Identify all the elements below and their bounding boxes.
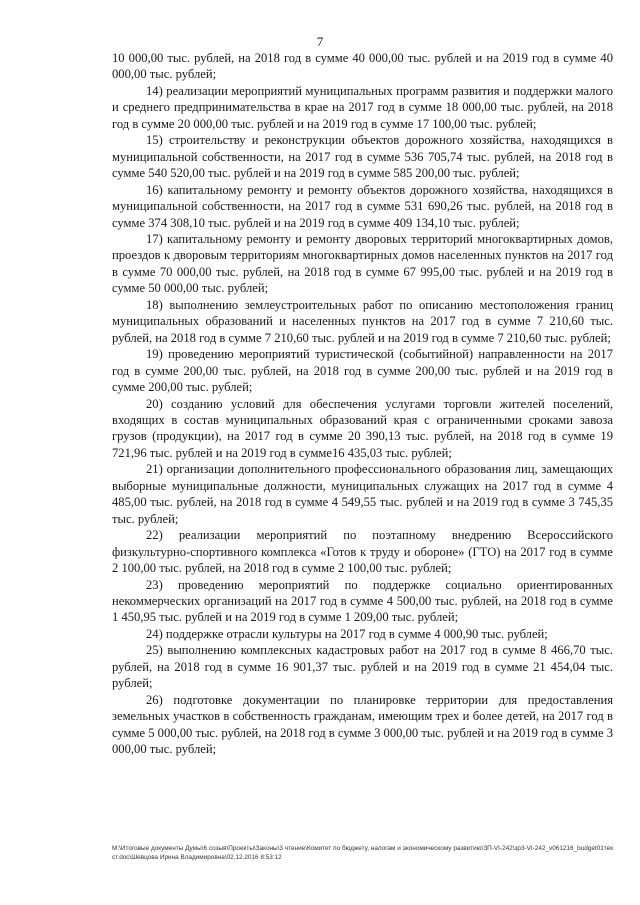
paragraph-item-20: 20) созданию условий для обеспечения услугами торговли жителей поселений, входящих в состав муниципальных образований края с ограниченными сроками завоза грузов (продукции), на 2017 год в сумме 20 390,13 тыс. рублей, на 2018 год в сумме 19 721,96 тыс. рублей и на 2019 год в сумме16 435,03 тыс. рублей; (112, 396, 613, 460)
paragraph-item-19: 19) проведению мероприятий туристической (событийной) направленности на 2017 год в сумме 200,00 тыс. рублей, на 2018 год в сумме 200,00 тыс. рублей и на 2019 год в сумме 200,00 тыс. рублей; (112, 347, 613, 395)
paragraph-item-26: 26) подготовке документации по планировке территории для предоставления земельных участков в собственность гражданам, имеющим трех и более детей, на 2017 год в сумме 5 000,00 тыс. рублей, на 2018 год в сумме 3 000,00 тыс. рублей и на 2019 год в сумме 3 000,00 тыс. рублей; (112, 692, 613, 757)
paragraph-item-23: 23) проведению мероприятий по поддержке социально ориентированных некоммерческих организаций на 2017 год в сумме 4 500,00 тыс. рублей, на 2018 год в сумме 1 450,95 тыс. рублей и на 2019 год в сумме 1 209,00 тыс. рублей; (112, 577, 613, 625)
paragraph-continuation: 10 000,00 тыс. рублей, на 2018 год в сумме 40 000,00 тыс. рублей и на 2019 год в сумме 40 000,00 тыс. рублей; (112, 51, 613, 82)
document-body (112, 50, 613, 757)
paragraph-item-24: 24) поддержке отрасли культуры на 2017 год в сумме 4 000,90 тыс. рублей; (146, 626, 548, 641)
paragraph-item-16: 16) капитальному ремонту и ремонту объектов дорожного хозяйства, находящихся в муниципальной собственности, на 2017 год в сумме 531 690,26 тыс. рублей, на 2018 год в сумме 374 308,10 тыс. рублей и на 2019 год в сумме 409 134,10 тыс. рублей; (112, 182, 613, 230)
paragraph-item-14: 14) реализации мероприятий муниципальных программ развития и поддержки малого и среднего предпринимательства в крае на 2017 год в сумме 18 000,00 тыс. рублей, на 2018 год в сумме 20 000,00 тыс. рублей и на 2019 год в сумме 17 100,00 тыс. рублей; (112, 83, 613, 131)
paragraph-item-17: 17) капитальному ремонту и ремонту дворовых территорий многоквартирных домов, проездов к дворовым территориям многоквартирных домов населенных пунктов на 2017 год в сумме 70 000,00 тыс. рублей, на 2018 год в сумме 67 995,00 тыс. рублей и на 2019 год в сумме 50 000,00 тыс. рублей; (112, 231, 613, 296)
file-path-footer: M:\Итоговые документы Думы\6 созыв\Проекты\Законы\3 чтение\Комитет по бюджету, налогам и экономическому развитию\ЗП-VI-242\зр3-VI-242_v061216_budget01текст.doc\Шевцова Ирина Владимировна\02.12.2016 8:53:12 (112, 845, 613, 861)
paragraph-item-22: 22) реализации мероприятий по поэтапному внедрению Всероссийского физкультурно-спортивного комплекса «Готов к труду и обороне» (ГТО) на 2017 год в сумме 2 100,00 тыс. рублей, на 2018 год в сумме 2 100,00 тыс. рублей; (112, 528, 613, 576)
paragraph-item-25: 25) выполнению комплексных кадастровых работ на 2017 год в сумме 8 466,70 тыс. рублей, на 2018 год в сумме 16 901,37 тыс. рублей и на 2019 год в сумме 21 454,04 тыс. рублей; (112, 643, 613, 691)
paragraph-item-15: 15) строительству и реконструкции объектов дорожного хозяйства, находящихся в муниципальной собственности, на 2017 год в сумме 536 705,74 тыс. рублей, на 2018 год в сумме 540 520,00 тыс. рублей и на 2019 год в сумме 585 200,00 тыс. рублей; (112, 133, 613, 181)
paragraph-item-18: 18) выполнению землеустроительных работ по описанию местоположения границ муниципальных образований и населенных пунктов на 2017 год в сумме 7 210,60 тыс. рублей, на 2018 год в сумме 7 210,60 тыс. рублей и на 2019 год в сумме 7 210,60 тыс. рублей; (112, 297, 613, 345)
paragraph-item-21: 21) организации дополнительного профессионального образования лиц, замещающих выборные муниципальные должности, муниципальных служащих на 2017 год в сумме 4 485,00 тыс. рублей, на 2018 год в сумме 4 549,55 тыс. рублей и на 2019 год в сумме 3 745,35 тыс. рублей; (112, 462, 613, 526)
page-number: 7 (316, 34, 324, 49)
